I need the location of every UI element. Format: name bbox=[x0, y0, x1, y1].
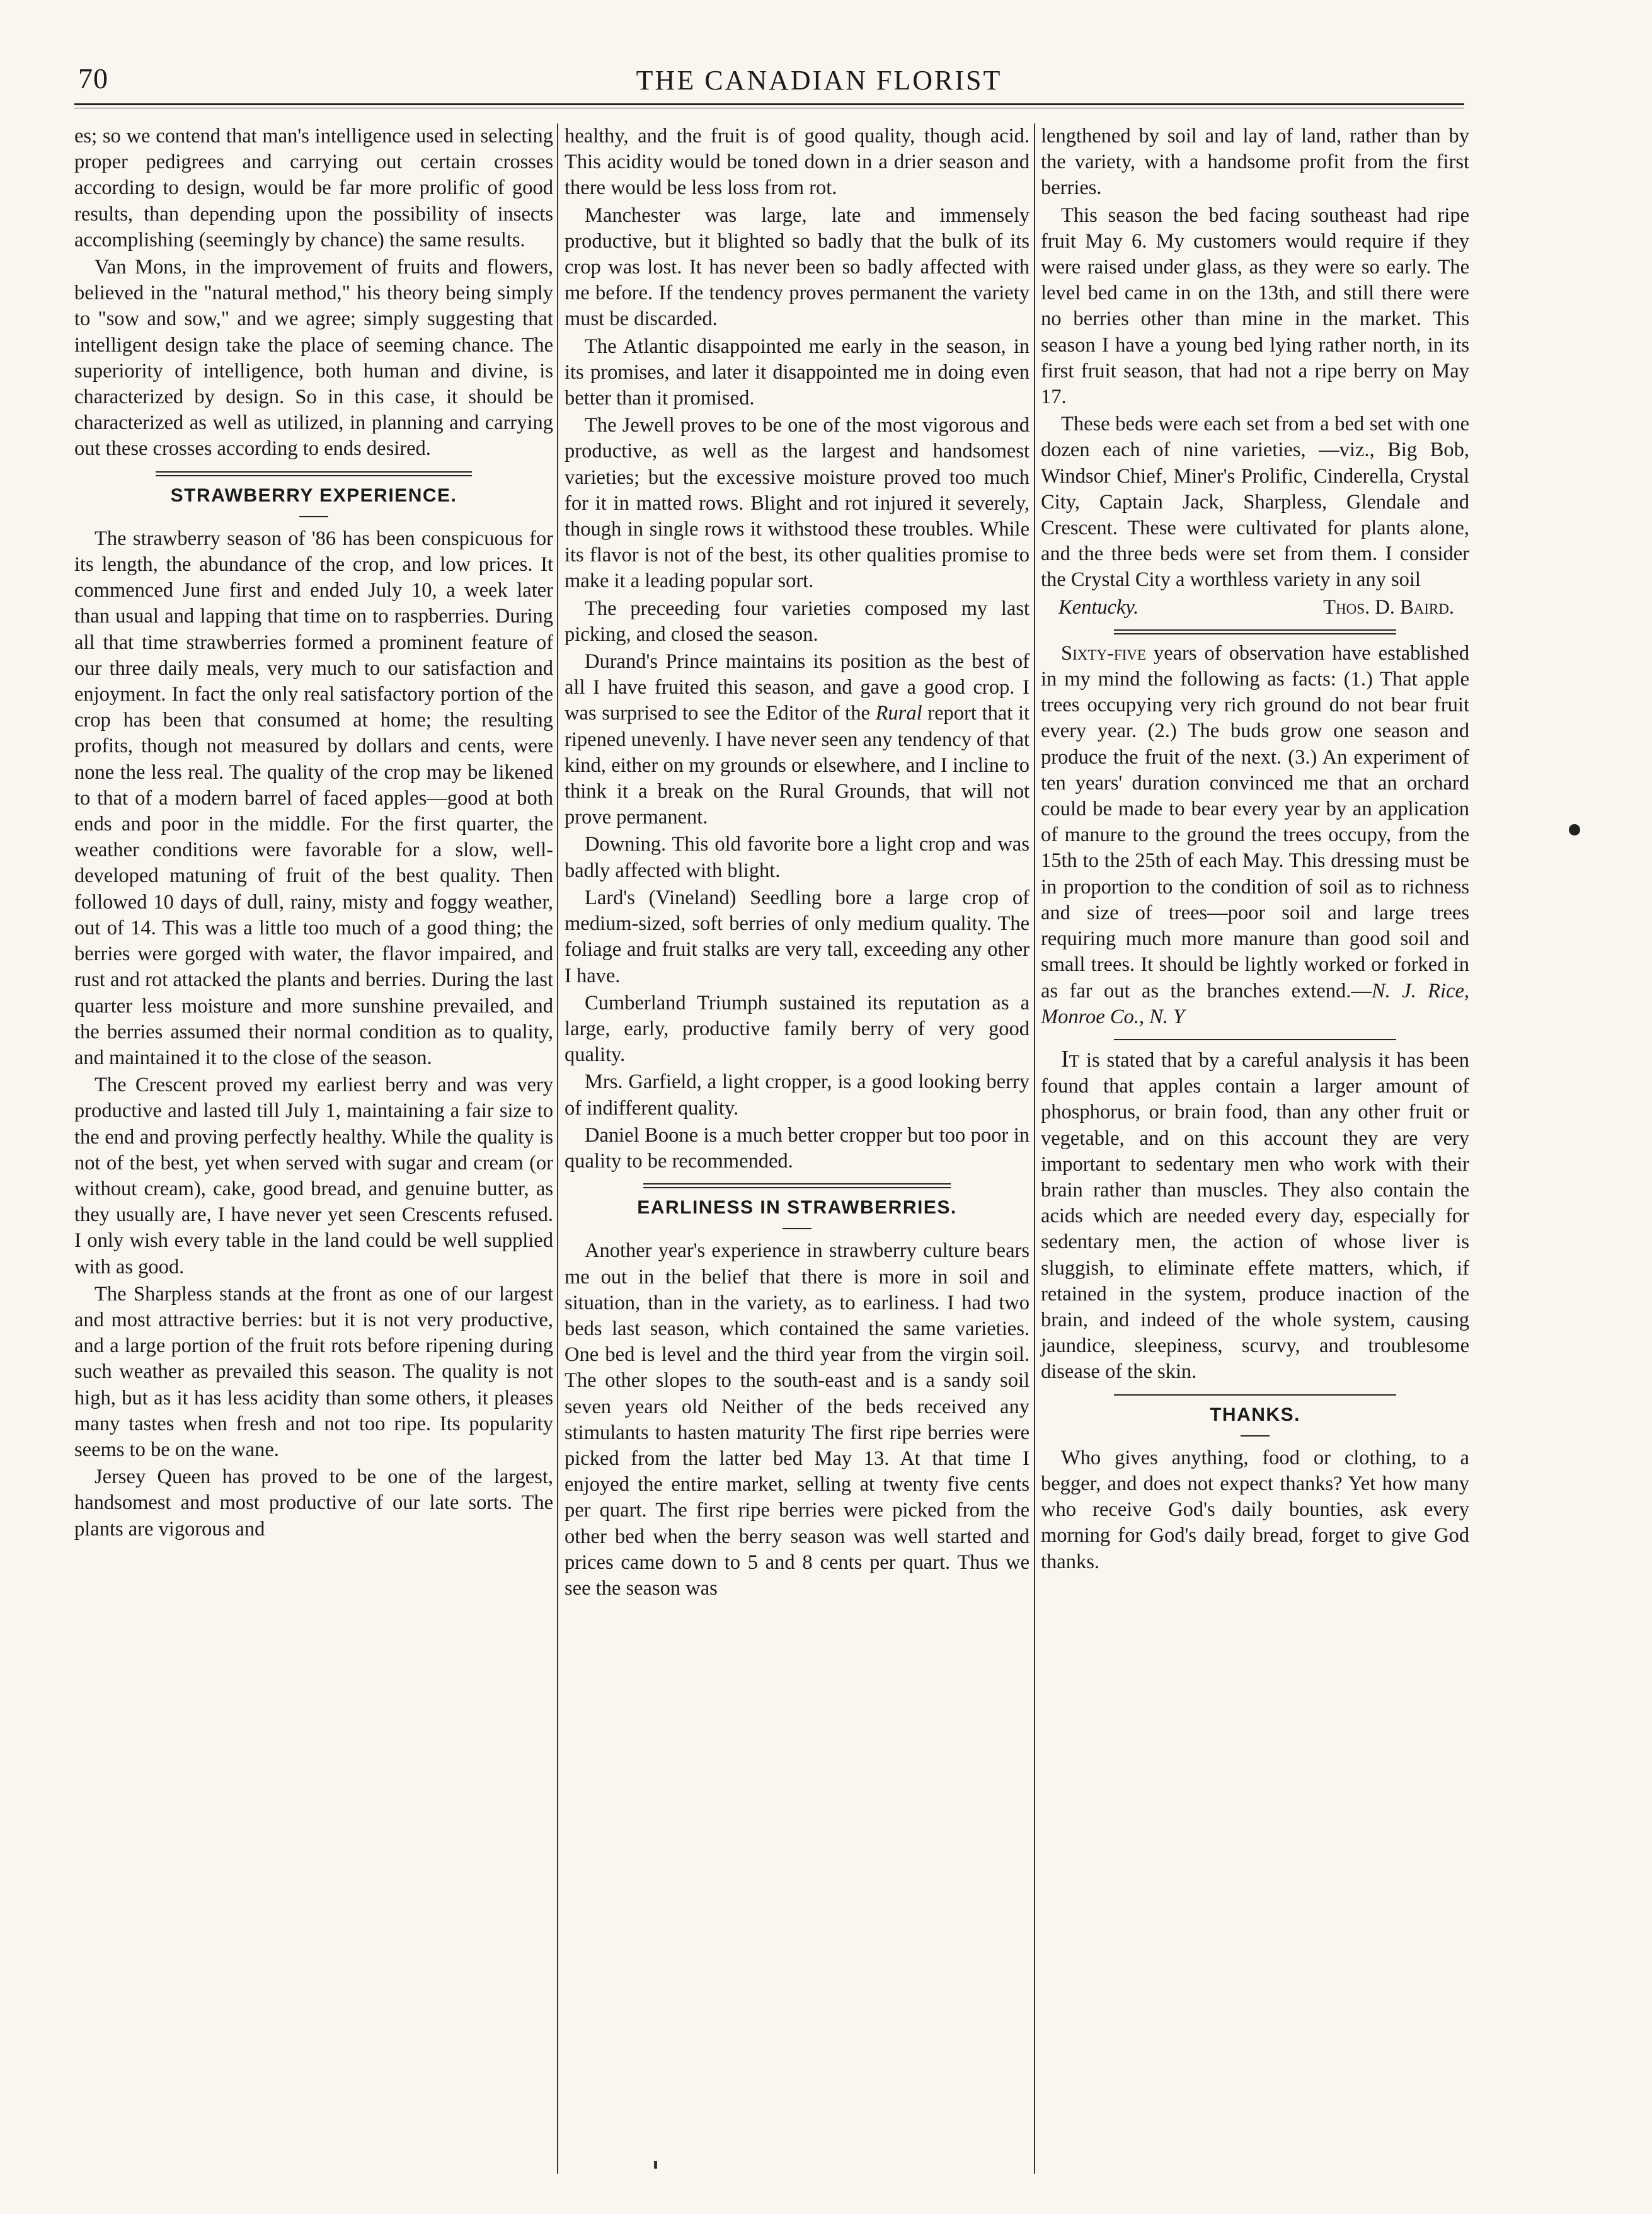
section-rule bbox=[156, 471, 472, 476]
paragraph-sixty-five-years bbox=[1041, 641, 1469, 1030]
signature-name: Thos. D. Baird. bbox=[1323, 595, 1454, 619]
paragraph-continuation: lengthened by soil and lay of land, rather than by the variety, with a handsome profit from the first berries. bbox=[1041, 125, 1469, 200]
heading-underline bbox=[299, 516, 328, 517]
heading-underline bbox=[1241, 1435, 1270, 1437]
paragraph-crescent: The Crescent proved my earliest berry and was very productive and lasted till July 1, maintaining a fair size to the end and proving perfectly healthy. While the quality is not of the best, yet when served with sugar and cream (or without cream), cake, good bread, and genuine butter, as they usually are, I have never yet seen Crescents refused. I only wish every table in the land could be well supplied with as good. bbox=[74, 1074, 553, 1278]
ink-dot bbox=[1569, 824, 1580, 835]
signature-line bbox=[1041, 595, 1469, 621]
paragraph-durands-prince bbox=[565, 649, 1030, 830]
section-rule bbox=[1114, 1039, 1397, 1040]
signature-place: Kentucky. bbox=[1058, 595, 1139, 619]
lead-word: It bbox=[1061, 1045, 1080, 1072]
column-3 bbox=[1041, 123, 1469, 1576]
apples-body: is stated that by a careful analysis it has been found that apples contain a larger amount of phosphorus, or brain food, than any other fruit or vegetable, and on this account they are very important to sedentary men who work with their brain rather than muscles. They also contain the acids which are needed every day, especially for sedentary men, the action of whose liver is sluggish, to eliminate effete matters, which, if retained in the system, produce inaction of the brain, and indeed of the whole system, causing jaundice, sleepiness, scurvy, and troublesome disease of the skin. bbox=[1041, 1048, 1470, 1384]
paragraph-thanks: Who gives anything, food or clothing, to a begger, and does not expect thanks? Yet how many who receive God's daily bounties, ask every morning for God's daily bread, forget to give God thanks. bbox=[1041, 1446, 1469, 1573]
paragraph-season: The strawberry season of '86 has been conspicuous for its length, the abundance of the crop, and low prices. It commenced June first and ended July 10, a week later than usual and lapping that time on to raspberries. During all that time strawberries formed a prominent feature of our three daily meals, very much to our satisfaction and enjoyment. In fact the only real satisfactory portion of the crop has been that consumed at home; the resulting profits, though not measured by dollars and cents, were none the less real. The quality of the crop may be likened to that of a modern barrel of faced apples—good at both ends and poor in the middle. For the first quarter, the weather conditions were favorable for a slow, well-developed matuning of fruit of the best quality. Then followed 10 days of dull, rainy, misty and foggy weather, out of 14. This was a little too much of a good thing; the berries were gorged with water, the flavor impaired, and rust and rot attacked the plants and berries. During the last quarter less moisture and more sunshine prevailed, and the berries assumed their normal condition as to quality, and maintained it to the close of the season. bbox=[74, 527, 553, 1069]
paragraph-preceding: The preceeding four varieties composed my last picking, and closed the season. bbox=[565, 597, 1030, 646]
section-rule bbox=[643, 1183, 950, 1188]
paragraph-jersey-queen: Jersey Queen has proved to be one of the largest, handsomest and most productive of our late sorts. The plants are vigorous and bbox=[74, 1465, 553, 1540]
paragraph-jewell: The Jewell proves to be one of the most vigorous and productive, as well as the largest and handsomest varieties; but the excessive moisture proved too much for it in matted rows. Blight and rot injured it severely, though in single rows it withstood these troubles. While its flavor is not of the best, its other qualities promise to make it a leading popular sort. bbox=[565, 414, 1030, 593]
paragraph-earliness: Another year's experience in strawberry culture bears me out in the belief that there is more in soil and situation, than in the variety, as to earliness. I had two beds last season, which contained the same varieties. One bed is level and the third year from the virgin soil. The other slopes to the south-east and is a sandy soil seven years old Neither of the beds received any stimulants to hasten maturity The first ripe berries were picked from the latter bed May 13. At that time I enjoyed the entire market, selling at twenty five cents per quart. The first ripe berries were picked from the other bed when the berry season was well started and prices came down to 5 and 8 cents per quart. Thus we see the season was bbox=[565, 1239, 1030, 1600]
paragraph-mrs-garfield: Mrs. Garfield, a light cropper, is a good looking berry of indifferent quality. bbox=[565, 1070, 1030, 1120]
paragraph-cumberland: Cumberland Triumph sustained its reputation as a large, early, productive family berry of very good quality. bbox=[565, 991, 1030, 1067]
heading-underline bbox=[783, 1228, 812, 1229]
paragraph-daniel-boone: Daniel Boone is a much better cropper but too poor in quality to be recommended. bbox=[565, 1123, 1030, 1173]
header-rule bbox=[74, 103, 1464, 105]
attribution: N. J. Rice, Monroe Co., N. Y bbox=[1041, 979, 1469, 1028]
page-number: 70 bbox=[78, 62, 108, 95]
paragraph-atlantic: The Atlantic disappointed me early in the season, in its promises, and later it disappointed me in doing even better than it promised. bbox=[565, 335, 1030, 410]
paragraph-lards-seedling: Lard's (Vineland) Seedling bore a large crop of medium-sized, soft berries of only medium quality. The foliage and fruit stalks are very tall, exceeding any other I have. bbox=[565, 886, 1030, 987]
paragraph-this-season: This season the bed facing southeast had ripe fruit May 6. My customers would require if they were raised under glass, as they were so early. The level bed came in on the 13th, and still there were no berries other than mine in the market. This season I have a young bed lying rather north, in its first fruit season, that had not a ripe berry on May 17. bbox=[1041, 204, 1469, 409]
heading-earliness: EARLINESS IN STRAWBERRIES. bbox=[637, 1197, 957, 1219]
durand-text-2: report that it ripened unevenly. I have never seen any tendency of that kind, either on my grounds or elsewhere, and I incline to think it a break on the Rural Grounds, that will not prove permanent. bbox=[565, 702, 1030, 829]
section-rule bbox=[1114, 1394, 1397, 1396]
heading-strawberry-experience: STRAWBERRY EXPERIENCE. bbox=[170, 485, 457, 506]
paragraph-these-beds: These beds were each set from a bed set with one dozen each of nine varieties, —viz., Big Bob, Windsor Chief, Miner's Prolific, Cinderella, Crystal City, Captain Jack, Sharpless, Glendale and Crescent. These were cultivated for plants alone, and the three beds were set from them. I consider the Crystal City a worthless variety in any soil bbox=[1041, 413, 1469, 592]
paragraph-manchester: Manchester was large, late and immensely productive, but it blighted so badly that the bulk of its crop was lost. It has never been so badly affected with me before. If the tendency proves permanent the variety must be discarded. bbox=[565, 204, 1030, 331]
section-rule bbox=[1114, 629, 1397, 634]
paragraph-downing: Downing. This old favorite bore a light crop and was badly affected with blight. bbox=[565, 833, 1030, 882]
column-divider-2 bbox=[1034, 123, 1035, 2174]
column-2 bbox=[565, 123, 1030, 1603]
rural-title: Rural bbox=[875, 702, 922, 725]
paragraph-sharpless: The Sharpless stands at the front as one of our largest and most attractive berries: but it is not very productive, and a large portion of the fruit rots before ripening during such weather as prevailed this season. The quality is not high, but as it has less acidity than some others, it pleases many tastes when fresh and not too ripe. Its popularity seems to be on the wane. bbox=[74, 1282, 553, 1461]
paragraph-continuation: healthy, and the fruit is of good quality, though acid. This acidity would be toned down in a drier season and there would be less loss from rot. bbox=[565, 125, 1030, 200]
paragraph-apples bbox=[1041, 1047, 1469, 1385]
lead-word: Sixty-five bbox=[1061, 641, 1146, 665]
column-divider-1 bbox=[557, 123, 558, 2174]
durand-text-1: Durand's Prince maintains its position as the best of all I have fruited this season, and gave a good crop. I was surprised to see the Editor of the bbox=[565, 650, 1030, 725]
sixty-five-body: years of observation have established in my mind the following as facts: (1.) That apple trees occupying very rich ground do not bear fruit every year. (2.) The buds grow one season and produce the fruit of the next. (3.) An experiment of ten years' duration convinced me that an orchard could be made to bear every year by an application of manure to the ground the trees occupy, from the 15th to the 25th of each May. This dressing must be in proportion to the condition of soil as to richness and size of trees—poor soil and large trees requiring much more manure than good soil and small trees. It should be lightly worked or forked in as far out as the branches extend.— bbox=[1041, 641, 1469, 1002]
paragraph-van-mons: Van Mons, in the improvement of fruits and flowers, believed in the "natural method," his theory being simply to "sow and sow," and we agree; simply suggesting that intelligent design take the place of seeming chance. The superiority of intelligence, both human and divine, is characterized by design. So in this case, it should be characterized as well as utilized, in planning and carrying out these crosses according to ends desired. bbox=[74, 256, 553, 461]
running-head: THE CANADIAN FLORIST bbox=[636, 65, 1002, 96]
heading-thanks: THANKS. bbox=[1210, 1404, 1300, 1425]
ink-mark bbox=[654, 2161, 657, 2169]
paragraph-continuation: es; so we contend that man's intelligence used in selecting proper pedigrees and carrying out certain crosses according to design, would be far more prolific of good results, than depending upon the possibility of insects accomplishing (seemingly by chance) the same results. bbox=[74, 125, 553, 251]
column-1 bbox=[74, 123, 553, 1544]
